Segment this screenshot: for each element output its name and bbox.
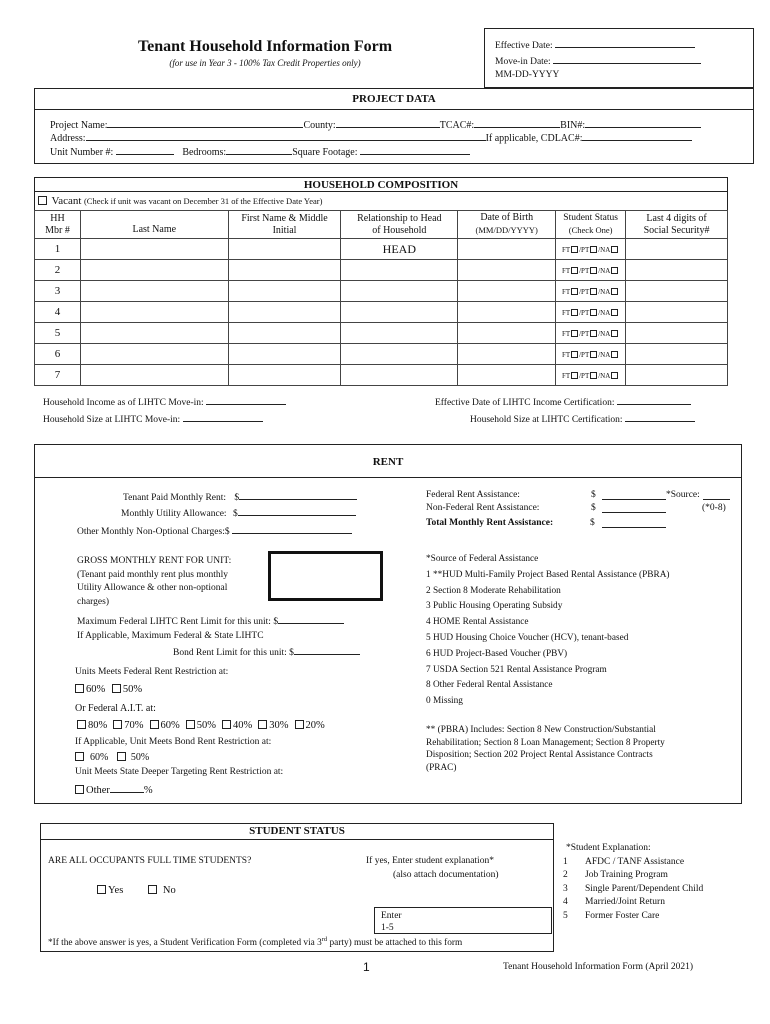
source-item: 8 Other Federal Rental Assistance (426, 680, 553, 691)
enter-box[interactable] (374, 907, 552, 934)
enter-line1: Enter (381, 911, 402, 921)
source-item: 6 HUD Project-Based Voucher (PBV) (426, 648, 568, 659)
dollar-sign: $ (591, 490, 596, 500)
student-option-label: /PT (579, 266, 590, 275)
other-charges-field[interactable] (232, 523, 352, 534)
effective-cert-field[interactable] (617, 394, 691, 405)
student-section (40, 823, 554, 952)
unit-number-label: Unit Number #: (50, 147, 114, 158)
date-box (484, 28, 754, 88)
ssn-cell[interactable] (626, 323, 728, 344)
student-option-label: FT (561, 350, 571, 359)
row-number: 6 (35, 344, 81, 365)
last-name-cell[interactable] (80, 365, 228, 386)
student-option-checkbox[interactable] (611, 246, 618, 253)
source-item: 7 USDA Section 521 Rental Assistance Program (426, 664, 607, 675)
explanation-title: *Student Explanation: (566, 843, 651, 853)
effective-date-field[interactable] (555, 37, 695, 48)
address-label: Address: (50, 133, 86, 144)
tcac-field[interactable] (474, 117, 560, 128)
dollar-sign: $ (224, 527, 230, 537)
col-last-name: Last Name (80, 211, 228, 239)
student-option-label: /PT (579, 287, 590, 296)
col-hh-mbr: HH Mbr # (35, 211, 81, 239)
pct-sign: % (143, 785, 153, 796)
student-option-label: /PT (579, 371, 590, 380)
household-title-bar (34, 177, 728, 192)
household-title: HOUSEHOLD COMPOSITION (303, 179, 459, 191)
max-bond-field[interactable] (294, 644, 360, 655)
ssn-cell[interactable] (626, 281, 728, 302)
student-option-label: /NA (598, 266, 611, 275)
ait-checkbox[interactable] (186, 720, 195, 729)
student-option-checkbox[interactable] (590, 246, 597, 253)
last-name-cell[interactable] (80, 260, 228, 281)
vacant-note: (Check if unit was vacant on December 31 of the Effective Date Year) (83, 196, 323, 206)
dob-cell[interactable] (458, 239, 556, 260)
federal-assist-field[interactable] (602, 489, 666, 500)
student-option-checkbox[interactable] (590, 267, 597, 274)
row-number: 3 (35, 281, 81, 302)
bin-field[interactable] (585, 117, 701, 128)
relationship-cell[interactable] (341, 323, 458, 344)
vacant-row (34, 192, 728, 210)
source-item: 1 **HUD Multi-Family Project Based Rental Assistance (PBRA) (426, 569, 670, 580)
relationship-cell[interactable] (341, 344, 458, 365)
col-first-name: First Name & Middle Initial (228, 211, 341, 239)
federal-60-label: 60% (86, 684, 106, 695)
gross-rent-box[interactable] (268, 551, 383, 601)
bedrooms-field[interactable] (226, 144, 292, 155)
county-field[interactable] (336, 117, 440, 128)
bond-restriction-label: If Applicable, Unit Meets Bond Rent Restriction at: (75, 737, 272, 747)
student-option-label: /PT (579, 245, 590, 254)
first-name-cell[interactable] (228, 302, 341, 323)
ait-checkbox[interactable] (150, 720, 159, 729)
square-footage-field[interactable] (360, 144, 470, 155)
household-row (35, 281, 728, 302)
project-name-field[interactable] (107, 117, 303, 128)
bond-60-label: 60% (90, 752, 109, 763)
student-option-label: FT (561, 329, 571, 338)
ssn-cell[interactable] (626, 302, 728, 323)
rent-title: RENT (372, 456, 404, 468)
col-student-status: Student Status (Check One) (556, 211, 626, 239)
page-number: 1 (363, 960, 370, 974)
student-option-label: FT (561, 245, 571, 254)
student-no-label: No (162, 885, 176, 896)
student-option-label: /NA (598, 371, 611, 380)
federal-assist-label: Federal Rent Assistance: (426, 490, 520, 500)
date-format: MM-DD-YYYY (495, 70, 560, 80)
explanation-item: 2 Job Training Program (563, 870, 668, 880)
enter-line2: 1-5 (381, 923, 394, 933)
if-yes-line2: (also attach documentation) (393, 870, 499, 880)
source-item: 5 HUD Housing Choice Voucher (HCV), tenant-based (426, 632, 629, 643)
student-title: STUDENT STATUS (249, 825, 345, 837)
student-option-label: /NA (598, 308, 611, 317)
pbra-note: ** (PBRA) Includes: Section 8 New Construction/Substantial Rehabilitation; Section 8 Loan Management; Section 8 Property Disposition; Section 202 Project Rental Assistance Contracts (PRAC) (426, 725, 665, 773)
bin-label: BIN#: (560, 120, 586, 131)
student-option-checkbox[interactable] (611, 309, 618, 316)
bond-60-checkbox[interactable] (75, 752, 84, 761)
max-bond-line1: If Applicable, Maximum Federal & State LIHTC (77, 631, 264, 641)
relationship-cell[interactable] (341, 260, 458, 281)
max-federal-field[interactable] (278, 613, 344, 624)
household-header-row (35, 211, 728, 239)
effective-cert-label: Effective Date of LIHTC Income Certification: (435, 398, 615, 408)
student-option-checkbox[interactable] (571, 288, 578, 295)
student-option-checkbox[interactable] (571, 246, 578, 253)
vacant-label: Vacant (51, 195, 82, 207)
student-option-checkbox[interactable] (571, 351, 578, 358)
other-charges-label: Other Monthly Non-Optional Charges: (77, 527, 225, 537)
source-item: 2 Section 8 Moderate Rehabilitation (426, 585, 561, 596)
student-option-checkbox[interactable] (590, 351, 597, 358)
last-name-cell[interactable] (80, 344, 228, 365)
state-deeper-label: Unit Meets State Deeper Targeting Rent Restriction at: (75, 767, 284, 777)
source-item: 3 Public Housing Operating Subsidy (426, 601, 563, 612)
unit-number-field[interactable] (116, 144, 174, 155)
relationship-cell[interactable] (341, 281, 458, 302)
source-item: 4 HOME Rental Assistance (426, 617, 529, 628)
federal-50-label: 50% (122, 684, 143, 695)
household-row (35, 239, 728, 260)
student-status-cell (556, 302, 626, 323)
household-table (34, 210, 728, 386)
ait-checkbox[interactable] (295, 720, 304, 729)
source-label: *Source: (666, 490, 700, 500)
explanation-item: 1 AFDC / TANF Assistance (563, 856, 685, 867)
utility-label: Monthly Utility Allowance: (121, 509, 227, 519)
explanation-item: 5 Former Foster Care (563, 910, 660, 921)
movein-date-label: Move-in Date: (495, 57, 551, 67)
first-name-cell[interactable] (228, 323, 341, 344)
gross-rent-label: GROSS MONTHLY RENT FOR UNIT: (Tenant paid monthly rent plus monthly Utility Allowance & other non-optional charges) (77, 556, 232, 607)
household-row (35, 260, 728, 281)
ait-label-option: 20% (305, 720, 325, 731)
dollar-sign: $ (232, 509, 238, 519)
household-row (35, 302, 728, 323)
student-option-label: /PT (579, 329, 590, 338)
student-option-checkbox[interactable] (611, 372, 618, 379)
total-assist-field[interactable] (602, 517, 666, 528)
if-yes-line1: If yes, Enter student explanation* (366, 856, 494, 866)
student-footnote: *If the above answer is yes, a Student Verification Form (completed via 3rd party) must be attached to this form (48, 936, 463, 949)
first-name-cell[interactable] (228, 344, 341, 365)
size-movein-label: Household Size at LIHTC Move-in: (43, 415, 181, 425)
footer-form-name: Tenant Household Information Form (April 2021) (503, 962, 694, 972)
source-item: 0 Missing (426, 696, 463, 707)
ssn-cell[interactable] (626, 239, 728, 260)
student-option-label: FT (561, 266, 571, 275)
size-cert-field[interactable] (625, 411, 695, 422)
student-option-label: FT (561, 308, 571, 317)
student-option-checkbox[interactable] (571, 372, 578, 379)
dob-cell[interactable] (458, 281, 556, 302)
ait-checkbox[interactable] (77, 720, 86, 729)
student-option-label: /PT (579, 308, 590, 317)
income-movein-label: Household Income as of LIHTC Move-in: (43, 398, 204, 408)
student-option-checkbox[interactable] (611, 330, 618, 337)
student-option-checkbox[interactable] (611, 288, 618, 295)
ait-label-option: 80% (88, 720, 108, 731)
county-label: County: (303, 120, 336, 131)
col-relationship: Relationship to Head of Household (341, 211, 458, 239)
cdlac-field[interactable] (582, 130, 692, 141)
relationship-cell[interactable] (341, 365, 458, 386)
student-question: ARE ALL OCCUPANTS FULL TIME STUDENTS? (48, 856, 252, 866)
source-list (426, 552, 736, 710)
student-status-cell (556, 365, 626, 386)
source-range: (*0-8) (702, 503, 726, 513)
relationship-cell[interactable] (341, 302, 458, 323)
last-name-cell[interactable] (80, 302, 228, 323)
dollar-sign: $ (591, 503, 596, 513)
ait-options (77, 720, 325, 731)
dollar-sign: $ (289, 648, 294, 658)
nonfederal-assist-label: Non-Federal Rent Assistance: (426, 503, 540, 513)
other-pct-field[interactable] (110, 782, 144, 793)
size-movein-field[interactable] (183, 411, 263, 422)
first-name-cell[interactable] (228, 281, 341, 302)
movein-date-field[interactable] (553, 53, 701, 64)
ait-label-option: 40% (233, 720, 253, 731)
student-option-checkbox[interactable] (590, 288, 597, 295)
dob-cell[interactable] (458, 344, 556, 365)
ait-checkbox[interactable] (113, 720, 122, 729)
project-name-label: Project Name: (50, 120, 108, 131)
nonfederal-assist-field[interactable] (602, 502, 666, 513)
project-data-section (34, 88, 754, 164)
student-option-checkbox[interactable] (590, 309, 597, 316)
student-status-cell (556, 323, 626, 344)
ait-checkbox[interactable] (258, 720, 267, 729)
tcac-label: TCAC#: (439, 120, 475, 131)
dob-cell[interactable] (458, 365, 556, 386)
ssn-cell[interactable] (626, 260, 728, 281)
bond-50-checkbox[interactable] (117, 752, 126, 761)
student-option-checkbox[interactable] (611, 351, 618, 358)
ait-label-option: 50% (196, 720, 216, 731)
tenant-paid-field[interactable] (239, 489, 357, 500)
last-name-cell[interactable] (80, 239, 228, 260)
student-option-checkbox[interactable] (611, 267, 618, 274)
last-name-cell[interactable] (80, 281, 228, 302)
dollar-sign: $ (590, 518, 595, 528)
dob-cell[interactable] (458, 260, 556, 281)
other-label: Other (86, 785, 110, 796)
bedrooms-label: Bedrooms: (182, 147, 227, 158)
address-field[interactable] (86, 130, 486, 141)
dollar-sign: $ (273, 617, 279, 627)
federal-50-checkbox[interactable] (112, 684, 121, 693)
row-number: 1 (35, 239, 81, 260)
form-subtitle: (for use in Year 3 - 100% Tax Credit Properties only) (169, 58, 361, 68)
total-assist-label: Total Monthly Rent Assistance: (426, 518, 554, 528)
student-status-cell (556, 344, 626, 365)
units-meets-label: Units Meets Federal Rent Restriction at: (75, 667, 229, 677)
first-name-cell[interactable] (228, 260, 341, 281)
tenant-paid-label: Tenant Paid Monthly Rent: (123, 493, 227, 503)
effective-date-label: Effective Date: (495, 41, 553, 51)
col-ssn: Last 4 digits of Social Security# (626, 211, 728, 239)
square-footage-label: Square Footage: (292, 147, 358, 158)
max-federal-label: Maximum Federal LIHTC Rent Limit for this unit: (77, 617, 271, 627)
student-no-checkbox[interactable] (148, 885, 157, 894)
max-bond-label: Bond Rent Limit for this unit: (173, 648, 287, 658)
household-row (35, 365, 728, 386)
student-option-checkbox[interactable] (590, 330, 597, 337)
other-checkbox[interactable] (75, 785, 84, 794)
student-option-label: /PT (579, 350, 590, 359)
student-yes-checkbox[interactable] (97, 885, 106, 894)
rent-section (34, 444, 742, 804)
dollar-sign: $ (234, 493, 240, 503)
student-option-label: /NA (598, 287, 611, 296)
ait-label-option: 60% (160, 720, 180, 731)
ait-label: Or Federal A.I.T. at: (75, 703, 156, 714)
last-name-cell[interactable] (80, 323, 228, 344)
vacant-checkbox[interactable] (38, 196, 47, 205)
source-title: *Source of Federal Assistance (426, 554, 539, 564)
student-option-label: FT (561, 371, 571, 380)
row-number: 2 (35, 260, 81, 281)
student-explanations (563, 842, 753, 923)
ssn-cell[interactable] (626, 365, 728, 386)
explanation-item: 3 Single Parent/Dependent Child (563, 883, 704, 894)
relationship-cell[interactable]: HEAD (341, 239, 458, 260)
household-row (35, 323, 728, 344)
source-field[interactable] (703, 489, 730, 500)
ait-label-option: 70% (124, 720, 144, 731)
project-data-title: PROJECT DATA (352, 93, 436, 105)
first-name-cell[interactable] (228, 239, 341, 260)
student-option-checkbox[interactable] (590, 372, 597, 379)
col-dob: Date of Birth (MM/DD/YYYY) (458, 211, 556, 239)
student-option-label: /NA (598, 350, 611, 359)
student-yes-label: Yes (108, 885, 124, 896)
form-title: Tenant Household Information Form (137, 38, 393, 55)
student-option-label: FT (561, 287, 571, 296)
row-number: 7 (35, 365, 81, 386)
student-option-checkbox[interactable] (571, 330, 578, 337)
student-status-cell (556, 281, 626, 302)
student-status-cell (556, 239, 626, 260)
size-cert-label: Household Size at LIHTC Certification: (470, 415, 623, 425)
first-name-cell[interactable] (228, 365, 341, 386)
bond-50-label: 50% (130, 752, 150, 763)
utility-field[interactable] (238, 505, 356, 516)
student-option-checkbox[interactable] (571, 309, 578, 316)
household-row (35, 344, 728, 365)
ait-label-option: 30% (269, 720, 289, 731)
student-option-checkbox[interactable] (571, 267, 578, 274)
student-status-cell (556, 260, 626, 281)
dob-cell[interactable] (458, 302, 556, 323)
federal-60-checkbox[interactable] (75, 684, 84, 693)
dob-cell[interactable] (458, 323, 556, 344)
ssn-cell[interactable] (626, 344, 728, 365)
row-number: 4 (35, 302, 81, 323)
ait-checkbox[interactable] (222, 720, 231, 729)
income-movein-field[interactable] (206, 394, 286, 405)
explanation-item: 4 Married/Joint Return (563, 897, 665, 907)
student-option-label: /NA (598, 245, 611, 254)
row-number: 5 (35, 323, 81, 344)
cdlac-label: If applicable, CDLAC#: (485, 133, 583, 144)
student-option-label: /NA (598, 329, 611, 338)
